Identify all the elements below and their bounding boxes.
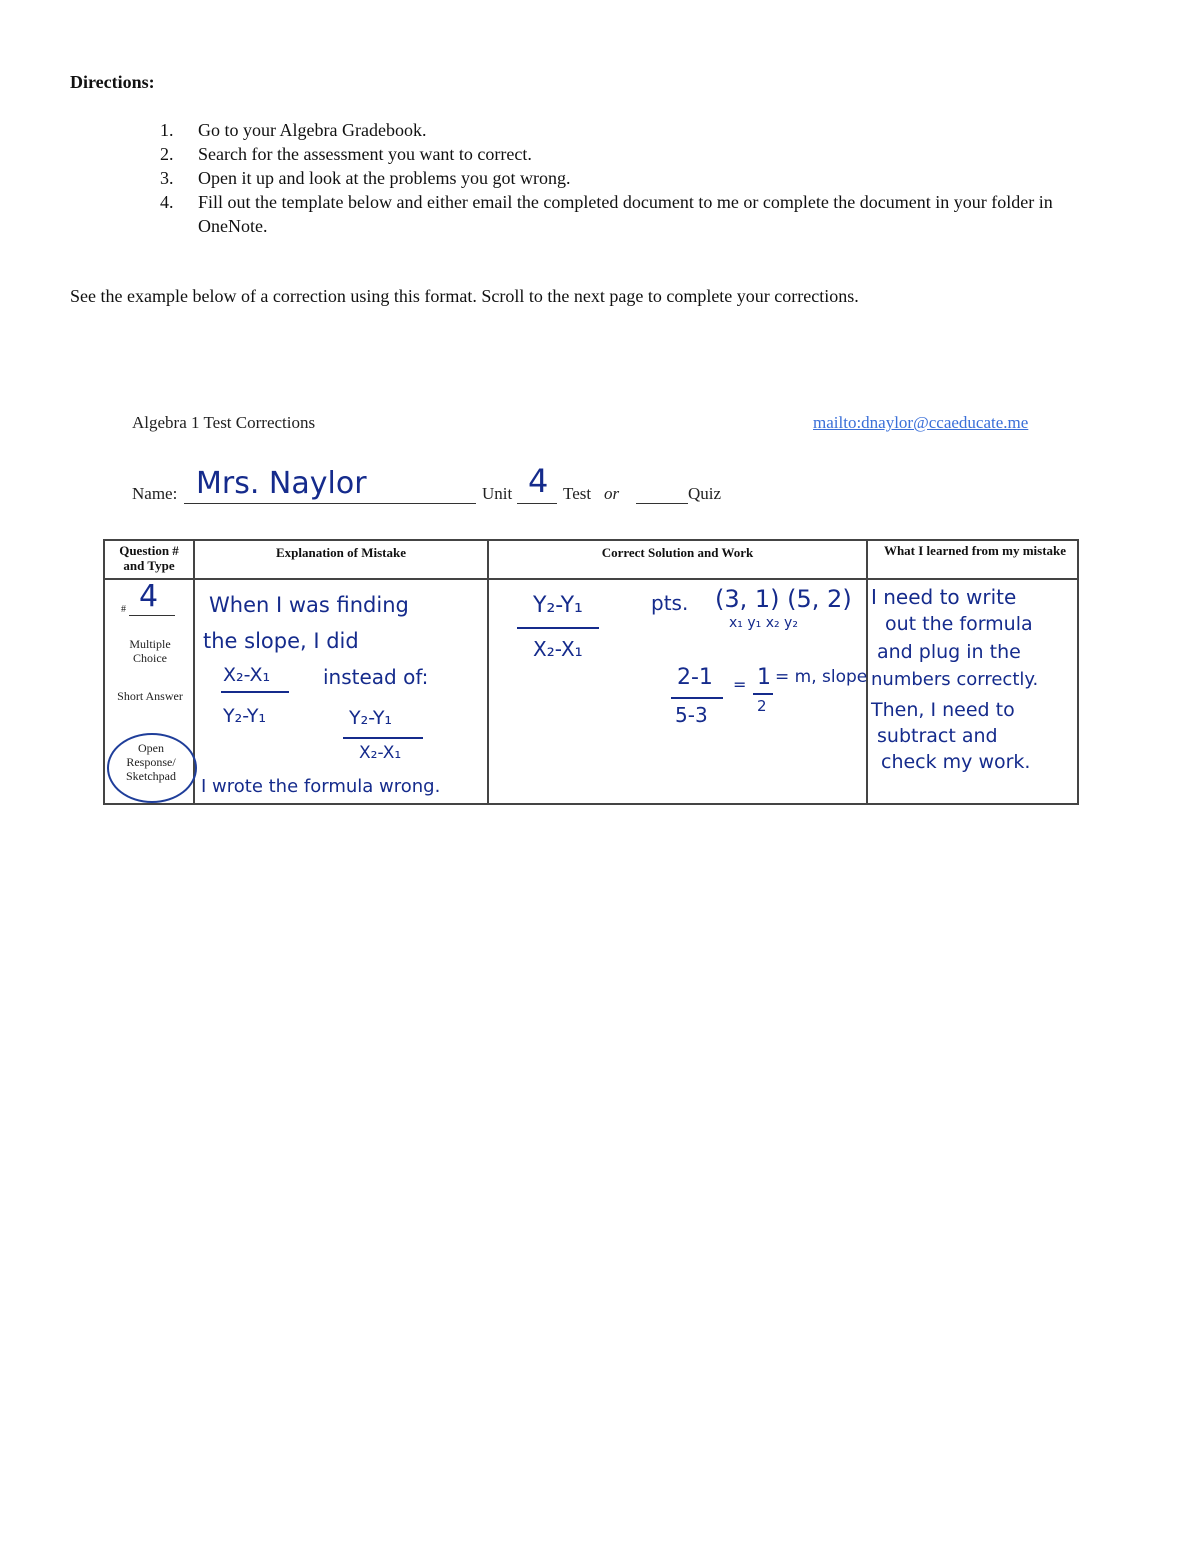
question-hash: # (121, 604, 126, 615)
formula-fraction-bar (517, 627, 599, 629)
calc-denominator: 5-3 (675, 703, 708, 727)
formula-denominator: X₂-X₁ (533, 637, 583, 661)
wrong-denominator: Y₂-Y₁ (223, 705, 267, 727)
type-short-answer: Short Answer (117, 689, 183, 703)
learned-line-1: I need to write (871, 585, 1017, 609)
step-text: Open it up and look at the problems you got wrong. (198, 168, 571, 188)
example-note: See the example below of a correction using this format. Scroll to the next page to complete your corrections. (70, 286, 859, 306)
explanation-line-1: When I was finding (209, 593, 409, 617)
directions-heading: Directions: (70, 72, 155, 92)
result-denominator: 2 (757, 697, 767, 715)
points-label: pts. (651, 591, 689, 615)
unit-value: 4 (528, 462, 549, 500)
learned-line-4: numbers correctly. (871, 669, 1039, 690)
formula-numerator: Y₂-Y₁ (533, 593, 583, 618)
email-link[interactable]: mailto:dnaylor@ccaeducate.me (813, 413, 1029, 432)
right-numerator: Y₂-Y₁ (349, 707, 393, 729)
explanation-line-3: I wrote the formula wrong. (201, 776, 441, 797)
test-label: Test (563, 484, 592, 503)
header-question: Question # and Type (119, 543, 179, 573)
point-labels: x₁ y₁ x₂ y₂ (729, 615, 798, 631)
question-number: 4 (139, 579, 159, 614)
name-underline (184, 503, 476, 504)
result-numerator: 1 (757, 665, 771, 690)
list-item (160, 190, 1108, 238)
learned-line-2: out the formula (885, 613, 1033, 635)
quiz-label: Quiz (688, 484, 722, 503)
corrections-table (103, 539, 1079, 805)
right-fraction-bar (343, 737, 423, 739)
result-label: = m, slope (775, 667, 868, 687)
learned-line-5: Then, I need to (871, 699, 1015, 721)
step-number: 2. (160, 144, 174, 164)
header-solution: Correct Solution and Work (601, 545, 754, 560)
column-divider (487, 541, 489, 803)
header-divider (105, 578, 1077, 580)
list-item (160, 166, 1108, 190)
type-multiple-choice: Multiple Choice (129, 637, 171, 665)
quiz-underline (636, 503, 688, 504)
question-number-underline (129, 615, 175, 616)
wrong-numerator: X₂-X₁ (223, 664, 271, 686)
learned-line-7: check my work. (881, 751, 1031, 773)
calc-numerator: 2-1 (677, 665, 713, 690)
list-item (160, 142, 1108, 166)
form-title: Algebra 1 Test Corrections (132, 413, 316, 432)
header-learned: What I learned from my mistake (883, 543, 1067, 558)
name-row (132, 462, 752, 510)
explanation-instead: instead of: (323, 665, 429, 689)
step-text: Go to your Algebra Gradebook. (198, 120, 427, 140)
name-label: Name: (132, 484, 178, 503)
calc-equals: = (733, 675, 747, 694)
wrong-fraction-bar (221, 691, 289, 693)
header-explanation: Explanation of Mistake (275, 545, 406, 560)
step-text: Search for the assessment you want to correct. (198, 144, 532, 164)
directions-list (160, 118, 1108, 238)
result-fraction-bar (753, 693, 773, 695)
explanation-line-2: the slope, I did (203, 629, 359, 653)
calc-fraction-bar (671, 697, 723, 699)
learned-line-3: and plug in the (877, 641, 1021, 663)
right-denominator: X₂-X₁ (359, 743, 402, 763)
step-number: 4. (160, 192, 174, 212)
unit-label: Unit (482, 484, 513, 503)
step-number: 1. (160, 120, 174, 140)
name-value: Mrs. Naylor (196, 466, 367, 501)
step-number: 3. (160, 168, 174, 188)
step-text: Fill out the template below and either email the completed document to me or complete the document in your folder in OneNote. (198, 192, 1053, 236)
type-open-response: Open Response/ Sketchpad (126, 741, 176, 783)
or-label: or (604, 484, 620, 503)
points-value: (3, 1) (5, 2) (715, 585, 852, 613)
selected-type-circle (107, 733, 197, 803)
list-item (160, 118, 1108, 142)
unit-underline (517, 503, 557, 504)
learned-line-6: subtract and (877, 725, 998, 747)
